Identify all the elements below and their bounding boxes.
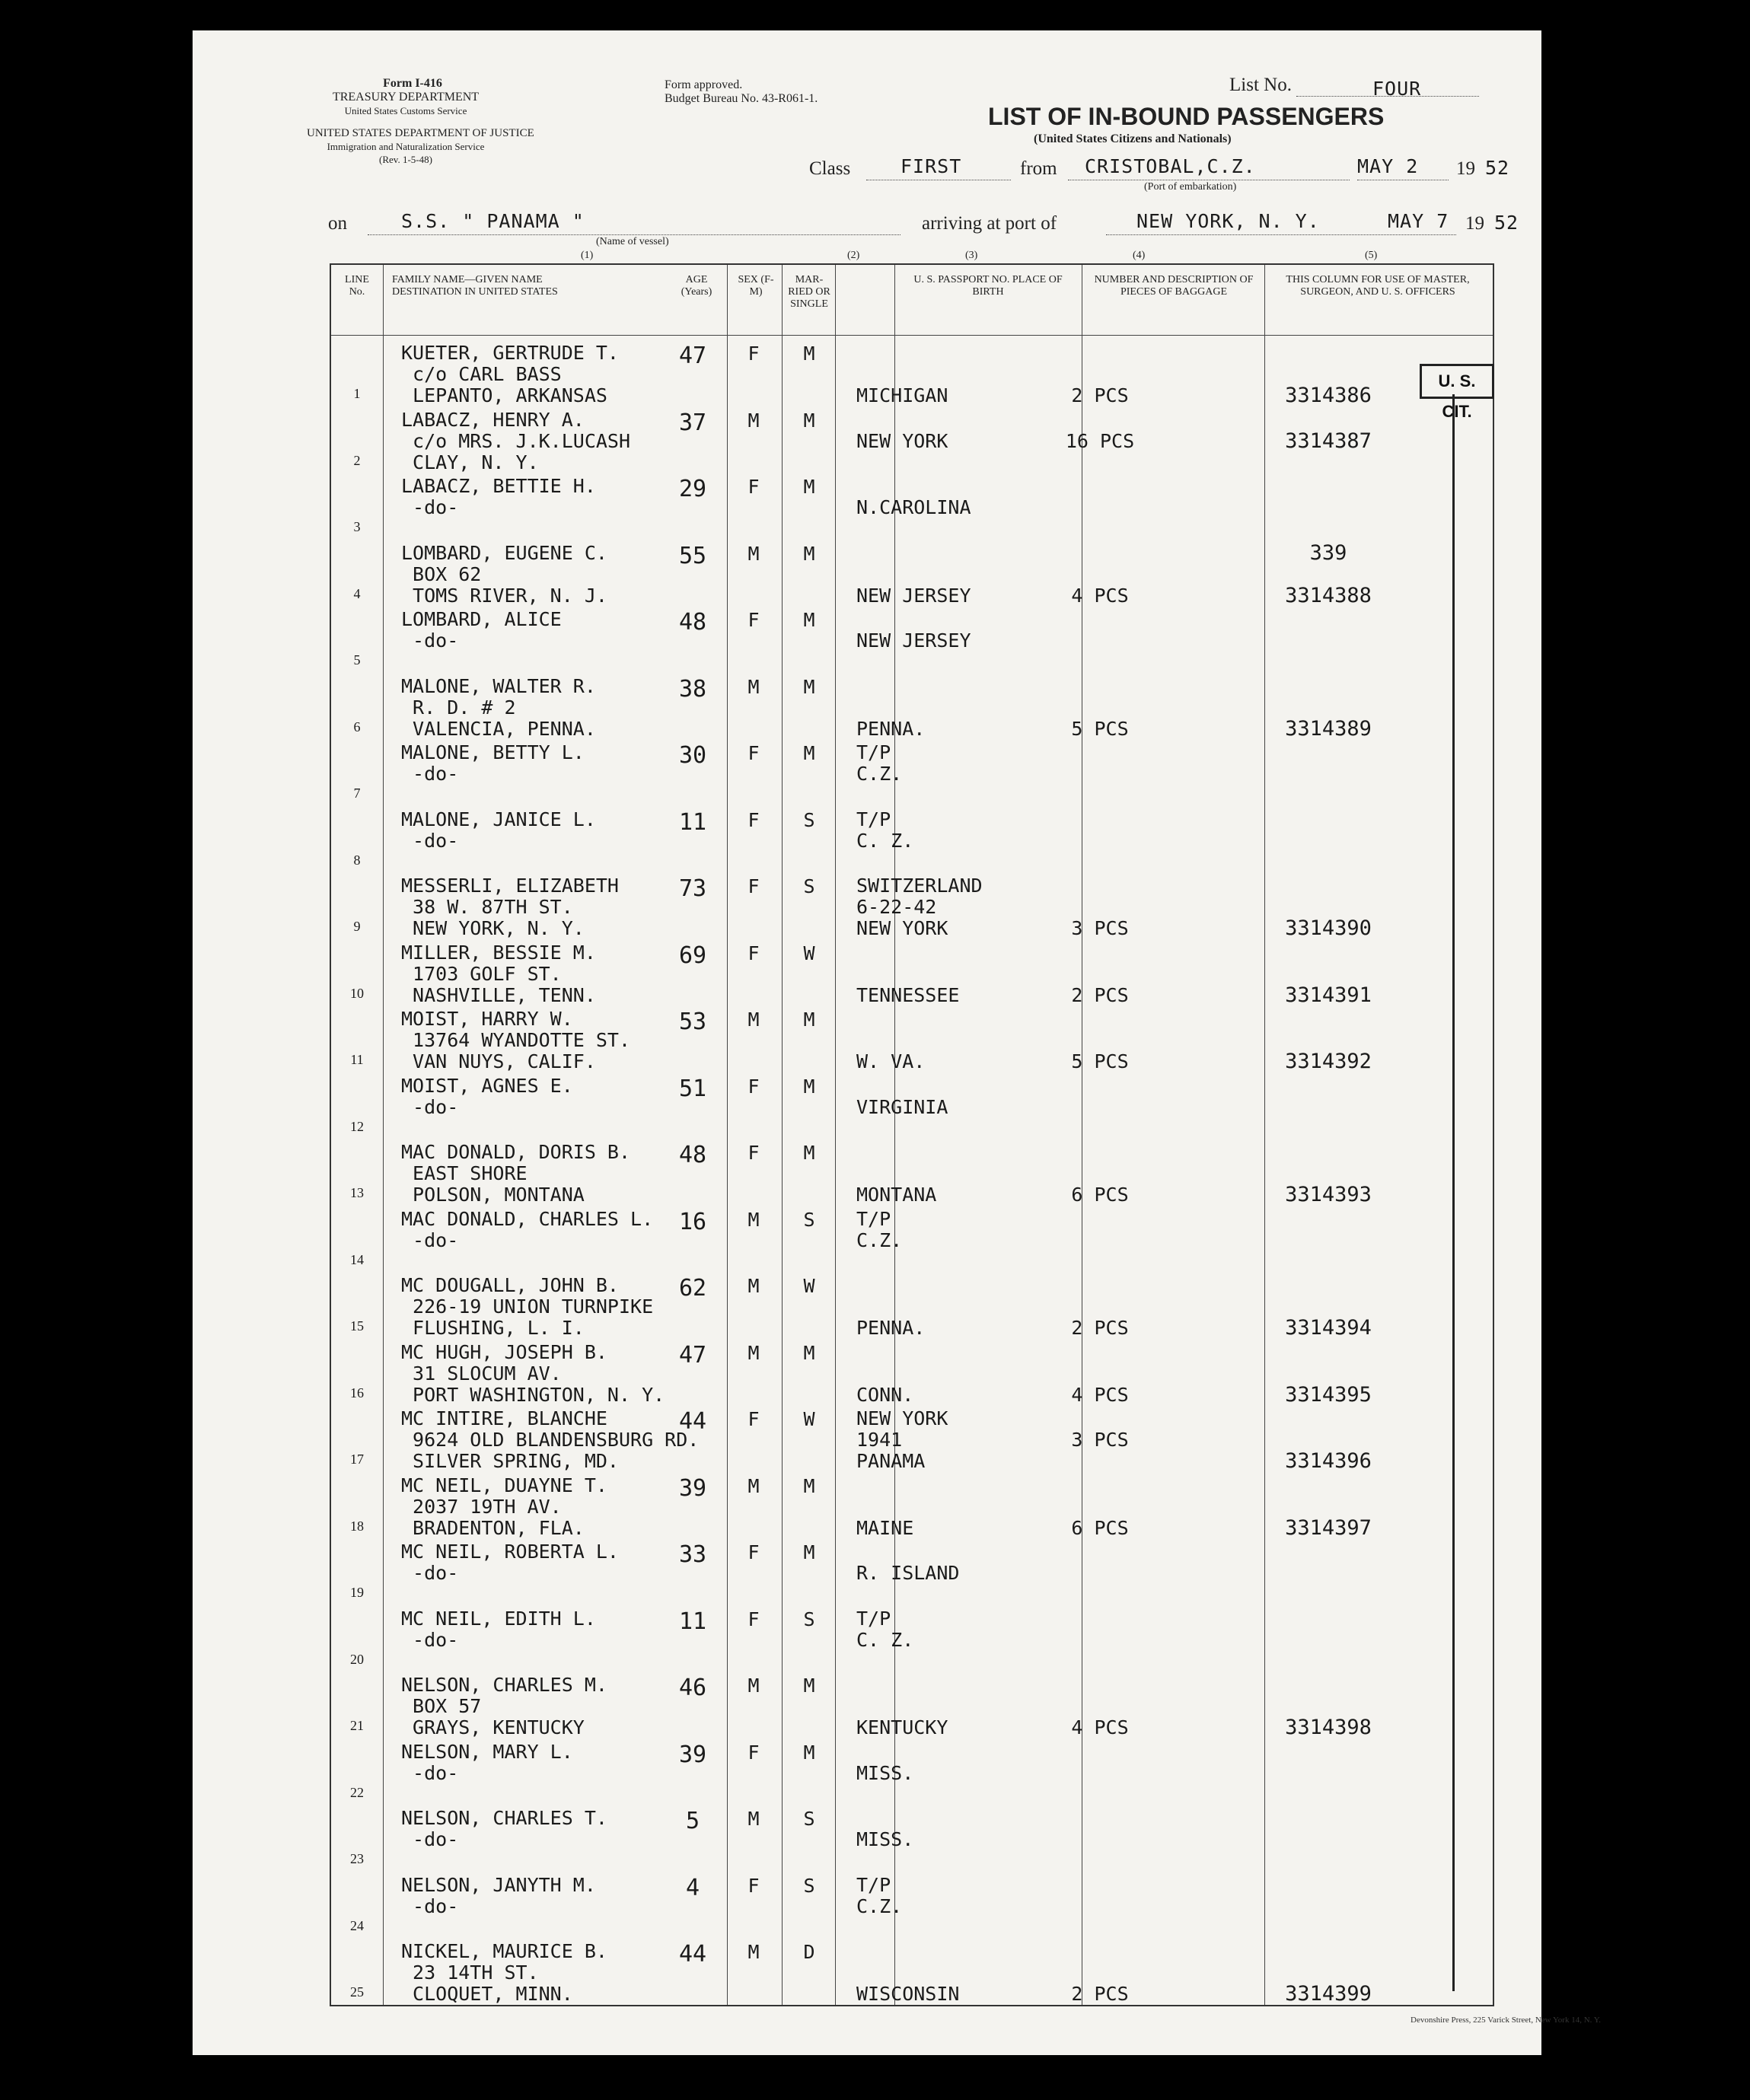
col-num-2: (2): [847, 250, 860, 261]
marital-status: M: [803, 343, 815, 365]
passenger-name: MC DOUGALL, JOHN B. 226-19 UNION TURNPIKE FLUSHING, L. I.: [401, 1274, 654, 1339]
table-row: [331, 1206, 1493, 1273]
passenger-age: 4: [685, 1874, 700, 1901]
vessel-name: S.S. " PANAMA ": [401, 210, 585, 232]
marital-status: M: [803, 742, 815, 764]
passenger-age: 11: [678, 808, 707, 836]
marital-status: M: [803, 1075, 815, 1098]
passenger-sex: M: [747, 1474, 760, 1497]
passenger-age: 48: [678, 1142, 707, 1168]
table-row: [331, 1938, 1493, 2005]
marital-status: W: [803, 942, 815, 964]
passenger-age: 47: [678, 1341, 707, 1369]
passenger-name: NELSON, JANYTH M. -do-: [401, 1873, 596, 1917]
passenger-name: LOMBARD, ALICE -do-: [401, 608, 562, 652]
passenger-age: 44: [678, 1408, 707, 1435]
depart-year-prefix: 19: [1456, 158, 1475, 179]
table-row: [331, 540, 1493, 607]
budget-bureau: Budget Bureau No. 43-R061-1.: [665, 92, 818, 105]
marital-status: W: [803, 1275, 815, 1297]
line-number: 12: [350, 1118, 364, 1134]
col-num-4: (4): [1133, 250, 1146, 261]
passenger-name: MALONE, WALTER R. R. D. # 2 VALENCIA, PENNA.: [401, 674, 596, 740]
line-number: 15: [350, 1318, 364, 1334]
baggage: 2 PCS: [1071, 384, 1129, 406]
officer-number: 3314398: [1285, 1716, 1372, 1739]
list-number: FOUR: [1372, 78, 1422, 100]
passenger-name: KUETER, GERTRUDE T. c/o CARL BASS LEPANTO, ARKANSAS: [401, 342, 619, 406]
table-row: [331, 1072, 1493, 1139]
col-header-age: AGE (Years): [681, 274, 712, 298]
line-number: 8: [353, 852, 361, 868]
birth-place: MICHIGAN: [856, 384, 948, 406]
table-row: [331, 606, 1493, 673]
arrival-year: 52: [1494, 212, 1519, 234]
birth-place: T/P C. Z.: [856, 1607, 914, 1651]
passenger-name: NELSON, CHARLES M. BOX 57 GRAYS, KENTUCKY: [401, 1674, 607, 1738]
officer-number: 339 3314388: [1285, 540, 1372, 607]
passenger-name: MC NEIL, ROBERTA L. -do-: [401, 1541, 619, 1584]
birth-place: WISCONSIN: [856, 1983, 960, 2005]
passenger-sex: F: [747, 875, 760, 897]
marital-status: M: [803, 542, 815, 565]
customs-service: United States Customs Service: [344, 105, 467, 116]
passenger-age: 73: [678, 875, 707, 902]
officer-number: 3314389: [1285, 716, 1372, 741]
marital-status: M: [803, 1142, 815, 1164]
birth-place: R. ISLAND: [856, 1562, 960, 1584]
passenger-name: NELSON, MARY L. -do-: [401, 1740, 573, 1784]
line-number: 22: [350, 1784, 364, 1800]
on-label: on: [328, 213, 347, 234]
birth-place: W. VA.: [856, 1050, 926, 1072]
table-row: [331, 1272, 1493, 1339]
line-number: 10: [350, 985, 364, 1001]
birth-place: MISS.: [856, 1828, 914, 1850]
arrival-year-prefix: 19: [1465, 213, 1484, 234]
class-label: Class: [809, 158, 851, 179]
birth-place: SWITZERLAND 6-22-42 NEW YORK: [856, 875, 983, 939]
baggage: 16 PCS: [1065, 429, 1135, 452]
birth-place: MONTANA: [856, 1184, 937, 1206]
baggage: 6 PCS: [1071, 1184, 1129, 1206]
line-number: 21: [350, 1718, 364, 1733]
birth-place: MISS.: [856, 1761, 914, 1784]
line-number: 3: [353, 519, 361, 534]
marital-status: M: [803, 476, 815, 498]
marital-status: W: [803, 1408, 815, 1430]
birth-place: N.CAROLINA: [856, 496, 971, 518]
col-header-name: FAMILY NAME—GIVEN NAME DESTINATION IN UNITED STATES: [392, 274, 558, 298]
passenger-age: 55: [678, 542, 707, 569]
table-row: [331, 1671, 1493, 1738]
table-row: [331, 1738, 1493, 1805]
passenger-name: MILLER, BESSIE M. 1703 GOLF ST. NASHVILLE, TENN.: [401, 941, 596, 1006]
table-row: [331, 1005, 1493, 1072]
marital-status: D: [803, 1941, 815, 1963]
passenger-sex: M: [747, 1275, 760, 1297]
marital-status: M: [803, 675, 815, 698]
table-row: [331, 473, 1493, 540]
birth-place: NEW YORK 1941 PANAMA: [856, 1407, 948, 1472]
col-header-baggage: NUMBER AND DESCRIPTION OF PIECES OF BAGGAGE: [1094, 274, 1254, 298]
col-num-1: (1): [581, 250, 594, 261]
birth-place: TENNESSEE: [856, 983, 960, 1006]
baggage: 3 PCS: [1071, 1429, 1129, 1451]
class-value: FIRST: [901, 155, 962, 177]
officer-number: 3314397: [1285, 1515, 1372, 1540]
table-row: [331, 673, 1493, 740]
marital-status: M: [803, 1741, 815, 1764]
marital-status: S: [803, 875, 815, 897]
table-row: [331, 872, 1493, 939]
passenger-sex: F: [747, 742, 760, 764]
table-row: [331, 1605, 1493, 1672]
treasury-dept: TREASURY DEPARTMENT: [332, 91, 480, 104]
passenger-sex: F: [747, 609, 760, 631]
passenger-name: LOMBARD, EUGENE C. BOX 62 TOMS RIVER, N. J.: [401, 541, 607, 607]
line-number: 6: [353, 719, 361, 735]
passenger-name: NELSON, CHARLES T. -do-: [401, 1807, 607, 1850]
marital-status: S: [803, 1874, 815, 1897]
marital-status: M: [803, 1009, 815, 1031]
passenger-sex: M: [747, 1808, 760, 1830]
passenger-age: 44: [678, 1941, 707, 1968]
passenger-age: 11: [678, 1608, 707, 1635]
birth-place: MAINE: [856, 1516, 914, 1539]
line-number: 23: [350, 1851, 364, 1866]
passenger-age: 51: [678, 1075, 707, 1102]
col-num-5: (5): [1365, 250, 1378, 261]
passenger-age: 53: [678, 1009, 707, 1035]
birth-place: VIRGINIA: [856, 1095, 948, 1118]
officer-number: 3314396: [1285, 1449, 1372, 1473]
manifest-page: [193, 30, 1602, 2055]
line-number: 5: [353, 652, 361, 668]
list-no-label: List No.: [1229, 75, 1292, 95]
baggage: 5 PCS: [1071, 717, 1129, 740]
passenger-sex: M: [747, 1675, 760, 1697]
passenger-sex: M: [747, 409, 760, 432]
line-number: 2: [353, 452, 361, 468]
passenger-name: MESSERLI, ELIZABETH 38 W. 87TH ST. NEW YORK, N. Y.: [401, 875, 619, 939]
passenger-age: 69: [678, 942, 707, 969]
form-number: Form I-416: [383, 77, 442, 90]
passenger-name: NICKEL, MAURICE B. 23 14TH ST. CLOQUET, MINN.: [401, 1940, 607, 2005]
passenger-name: MC NEIL, EDITH L. -do-: [401, 1607, 596, 1651]
table-row: [331, 1538, 1493, 1605]
baggage: 4 PCS: [1071, 584, 1129, 607]
from-label: from: [1020, 158, 1057, 179]
passenger-sex: F: [747, 476, 760, 498]
birth-place: T/P C.Z.: [856, 741, 903, 785]
line-number: 1: [353, 386, 361, 401]
passenger-age: 46: [678, 1675, 707, 1701]
officer-number: 3314393: [1285, 1183, 1372, 1206]
line-number: 20: [350, 1651, 364, 1667]
baggage: 3 PCS: [1071, 917, 1129, 939]
baggage: 2 PCS: [1071, 983, 1129, 1006]
table-row: [331, 939, 1493, 1006]
line-number: 24: [350, 1917, 364, 1933]
baggage: 5 PCS: [1071, 1050, 1129, 1072]
baggage: 2 PCS: [1071, 1983, 1129, 2005]
line-number: 25: [350, 1984, 364, 2000]
officer-number: 3314395: [1285, 1382, 1372, 1407]
birth-place: NEW YORK: [856, 429, 948, 452]
passenger-name: MC NEIL, DUAYNE T. 2037 19TH AV. BRADENTON, FLA.: [401, 1474, 607, 1539]
passenger-sex: M: [747, 1941, 760, 1963]
passenger-sex: M: [747, 1208, 760, 1231]
passenger-age: 16: [678, 1208, 707, 1235]
officer-number: 3314394: [1285, 1316, 1372, 1340]
arriving-label: arriving at port of: [922, 213, 1057, 234]
depart-date: MAY 2: [1357, 155, 1419, 177]
col-header-line: LINE No.: [345, 274, 369, 298]
baggage: 4 PCS: [1071, 1716, 1129, 1738]
col-header-officers: THIS COLUMN FOR USE OF MASTER, SURGEON, AND U. S. OFFICERS: [1286, 274, 1470, 298]
us-citizen-stamp: U. S. CIT.: [1420, 364, 1494, 399]
passenger-sex: F: [747, 1075, 760, 1098]
line-number: 4: [353, 585, 361, 601]
passenger-sex: M: [747, 1009, 760, 1031]
passenger-age: 47: [678, 343, 707, 369]
marital-status: S: [803, 1608, 815, 1630]
birth-place: PENNA.: [856, 1317, 926, 1339]
passenger-sex: F: [747, 1142, 760, 1164]
marital-status: M: [803, 1341, 815, 1364]
table-row: [331, 1339, 1493, 1406]
justice-dept: UNITED STATES DEPARTMENT OF JUSTICE: [307, 127, 534, 139]
passenger-sex: M: [747, 675, 760, 698]
birth-place: T/P C. Z.: [856, 808, 914, 852]
line-number: 13: [350, 1185, 364, 1200]
col-header-passport: U. S. PASSPORT NO. PLACE OF BIRTH: [913, 274, 1063, 298]
passenger-age: 29: [678, 476, 707, 502]
passenger-age: 33: [678, 1541, 707, 1568]
officer-number: 3314386: [1285, 384, 1372, 407]
passenger-sex: F: [747, 1874, 760, 1897]
passenger-name: MC HUGH, JOSEPH B. 31 SLOCUM AV. PORT WASHINGTON, N. Y.: [401, 1340, 665, 1406]
officer-number: 3314399: [1285, 1982, 1372, 2006]
passenger-age: 38: [678, 675, 707, 703]
document-subtitle: (United States Citizens and Nationals): [1034, 132, 1232, 145]
passenger-age: 39: [678, 1741, 707, 1768]
marital-status: S: [803, 1208, 815, 1231]
col-header-sex: SEX (F-M): [738, 274, 774, 298]
passenger-sex: F: [747, 1408, 760, 1430]
table-row: [331, 806, 1493, 873]
baggage: 2 PCS: [1071, 1317, 1129, 1339]
marital-status: M: [803, 409, 815, 432]
table-row: [331, 1139, 1493, 1206]
line-number: 16: [350, 1385, 364, 1401]
form-approved: Form approved.: [665, 78, 743, 91]
officer-number: 3314392: [1285, 1050, 1372, 1073]
table-row: [331, 406, 1493, 473]
line-number: 9: [353, 919, 361, 934]
passenger-age: 30: [678, 742, 707, 769]
embark-note: (Port of embarkation): [1144, 181, 1237, 193]
marital-status: S: [803, 1808, 815, 1830]
birth-place: KENTUCKY: [856, 1716, 948, 1738]
passenger-table: [330, 263, 1494, 2006]
passenger-name: LABACZ, BETTIE H. -do-: [401, 475, 596, 518]
document-title: LIST OF IN-BOUND PASSENGERS: [988, 103, 1385, 130]
birth-place: T/P C.Z.: [856, 1873, 903, 1917]
arrival-port: NEW YORK, N. Y.: [1136, 210, 1320, 232]
officer-number: 3314390: [1285, 916, 1372, 940]
line-number: 7: [353, 786, 361, 801]
table-row: [331, 739, 1493, 806]
birth-place: NEW JERSEY: [856, 584, 971, 607]
stamp-arrow: [1452, 394, 1455, 1991]
passenger-name: MOIST, HARRY W. 13764 WYANDOTTE ST. VAN NUYS, CALIF.: [401, 1008, 631, 1072]
marital-status: M: [803, 1675, 815, 1697]
passenger-name: MALONE, JANICE L. -do-: [401, 808, 596, 852]
line-number: 17: [350, 1452, 364, 1467]
depart-year: 52: [1485, 157, 1510, 179]
marital-status: S: [803, 808, 815, 831]
passenger-name: MALONE, BETTY L. -do-: [401, 741, 585, 785]
col-header-married: MAR-RIED OR SINGLE: [788, 274, 830, 310]
birth-place: NEW JERSEY: [856, 629, 971, 652]
line-number: 18: [350, 1518, 364, 1534]
birth-place: PENNA.: [856, 717, 926, 740]
passenger-age: 48: [678, 609, 707, 636]
passenger-sex: F: [747, 1741, 760, 1764]
officer-number: 3314391: [1285, 983, 1372, 1007]
embark-port: CRISTOBAL,C.Z.: [1085, 155, 1256, 177]
line-number: 14: [350, 1251, 364, 1267]
ins-service: Immigration and Naturalization Service: [327, 141, 485, 152]
arrival-date: MAY 7: [1388, 210, 1449, 232]
birth-place: T/P C.Z.: [856, 1207, 903, 1251]
passenger-name: MAC DONALD, DORIS B. EAST SHORE POLSON, MONTANA: [401, 1141, 631, 1206]
passenger-age: 62: [678, 1275, 707, 1302]
passenger-age: 5: [685, 1808, 700, 1834]
printer-imprint: Devonshire Press, 225 Varick Street, New York 14, N. Y.: [1411, 2016, 1602, 2025]
col-num-3: (3): [965, 250, 978, 261]
table-row: [331, 339, 1493, 406]
marital-status: M: [803, 1474, 815, 1497]
revision: (Rev. 1-5-48): [379, 154, 432, 165]
passenger-sex: F: [747, 1608, 760, 1630]
table-row: [331, 1405, 1493, 1472]
passenger-sex: F: [747, 942, 760, 964]
passenger-sex: M: [747, 542, 760, 565]
line-number: 19: [350, 1585, 364, 1600]
baggage: 6 PCS: [1071, 1516, 1129, 1539]
passenger-name: MC INTIRE, BLANCHE 9624 OLD BLANDENSBURG RD. SILVER SPRING, MD.: [401, 1407, 700, 1472]
passenger-sex: F: [747, 1541, 760, 1563]
table-row: [331, 1805, 1493, 1872]
line-number: 11: [350, 1052, 364, 1067]
table-row: [331, 1472, 1493, 1539]
passenger-sex: F: [747, 343, 760, 365]
passenger-sex: M: [747, 1341, 760, 1364]
baggage: 4 PCS: [1071, 1383, 1129, 1406]
passenger-name: LABACZ, HENRY A. c/o MRS. J.K.LUCASH CLAY, N. Y.: [401, 408, 631, 473]
marital-status: M: [803, 1541, 815, 1563]
table-row: [331, 1872, 1493, 1939]
passenger-sex: F: [747, 808, 760, 831]
birth-place: CONN.: [856, 1383, 914, 1406]
passenger-name: MOIST, AGNES E. -do-: [401, 1074, 573, 1118]
passenger-age: 39: [678, 1474, 707, 1502]
marital-status: M: [803, 609, 815, 631]
officer-number: 3314387: [1285, 429, 1372, 453]
passenger-name: MAC DONALD, CHARLES L. -do-: [401, 1207, 654, 1251]
passenger-age: 37: [678, 409, 707, 436]
vessel-note: (Name of vessel): [596, 236, 669, 247]
